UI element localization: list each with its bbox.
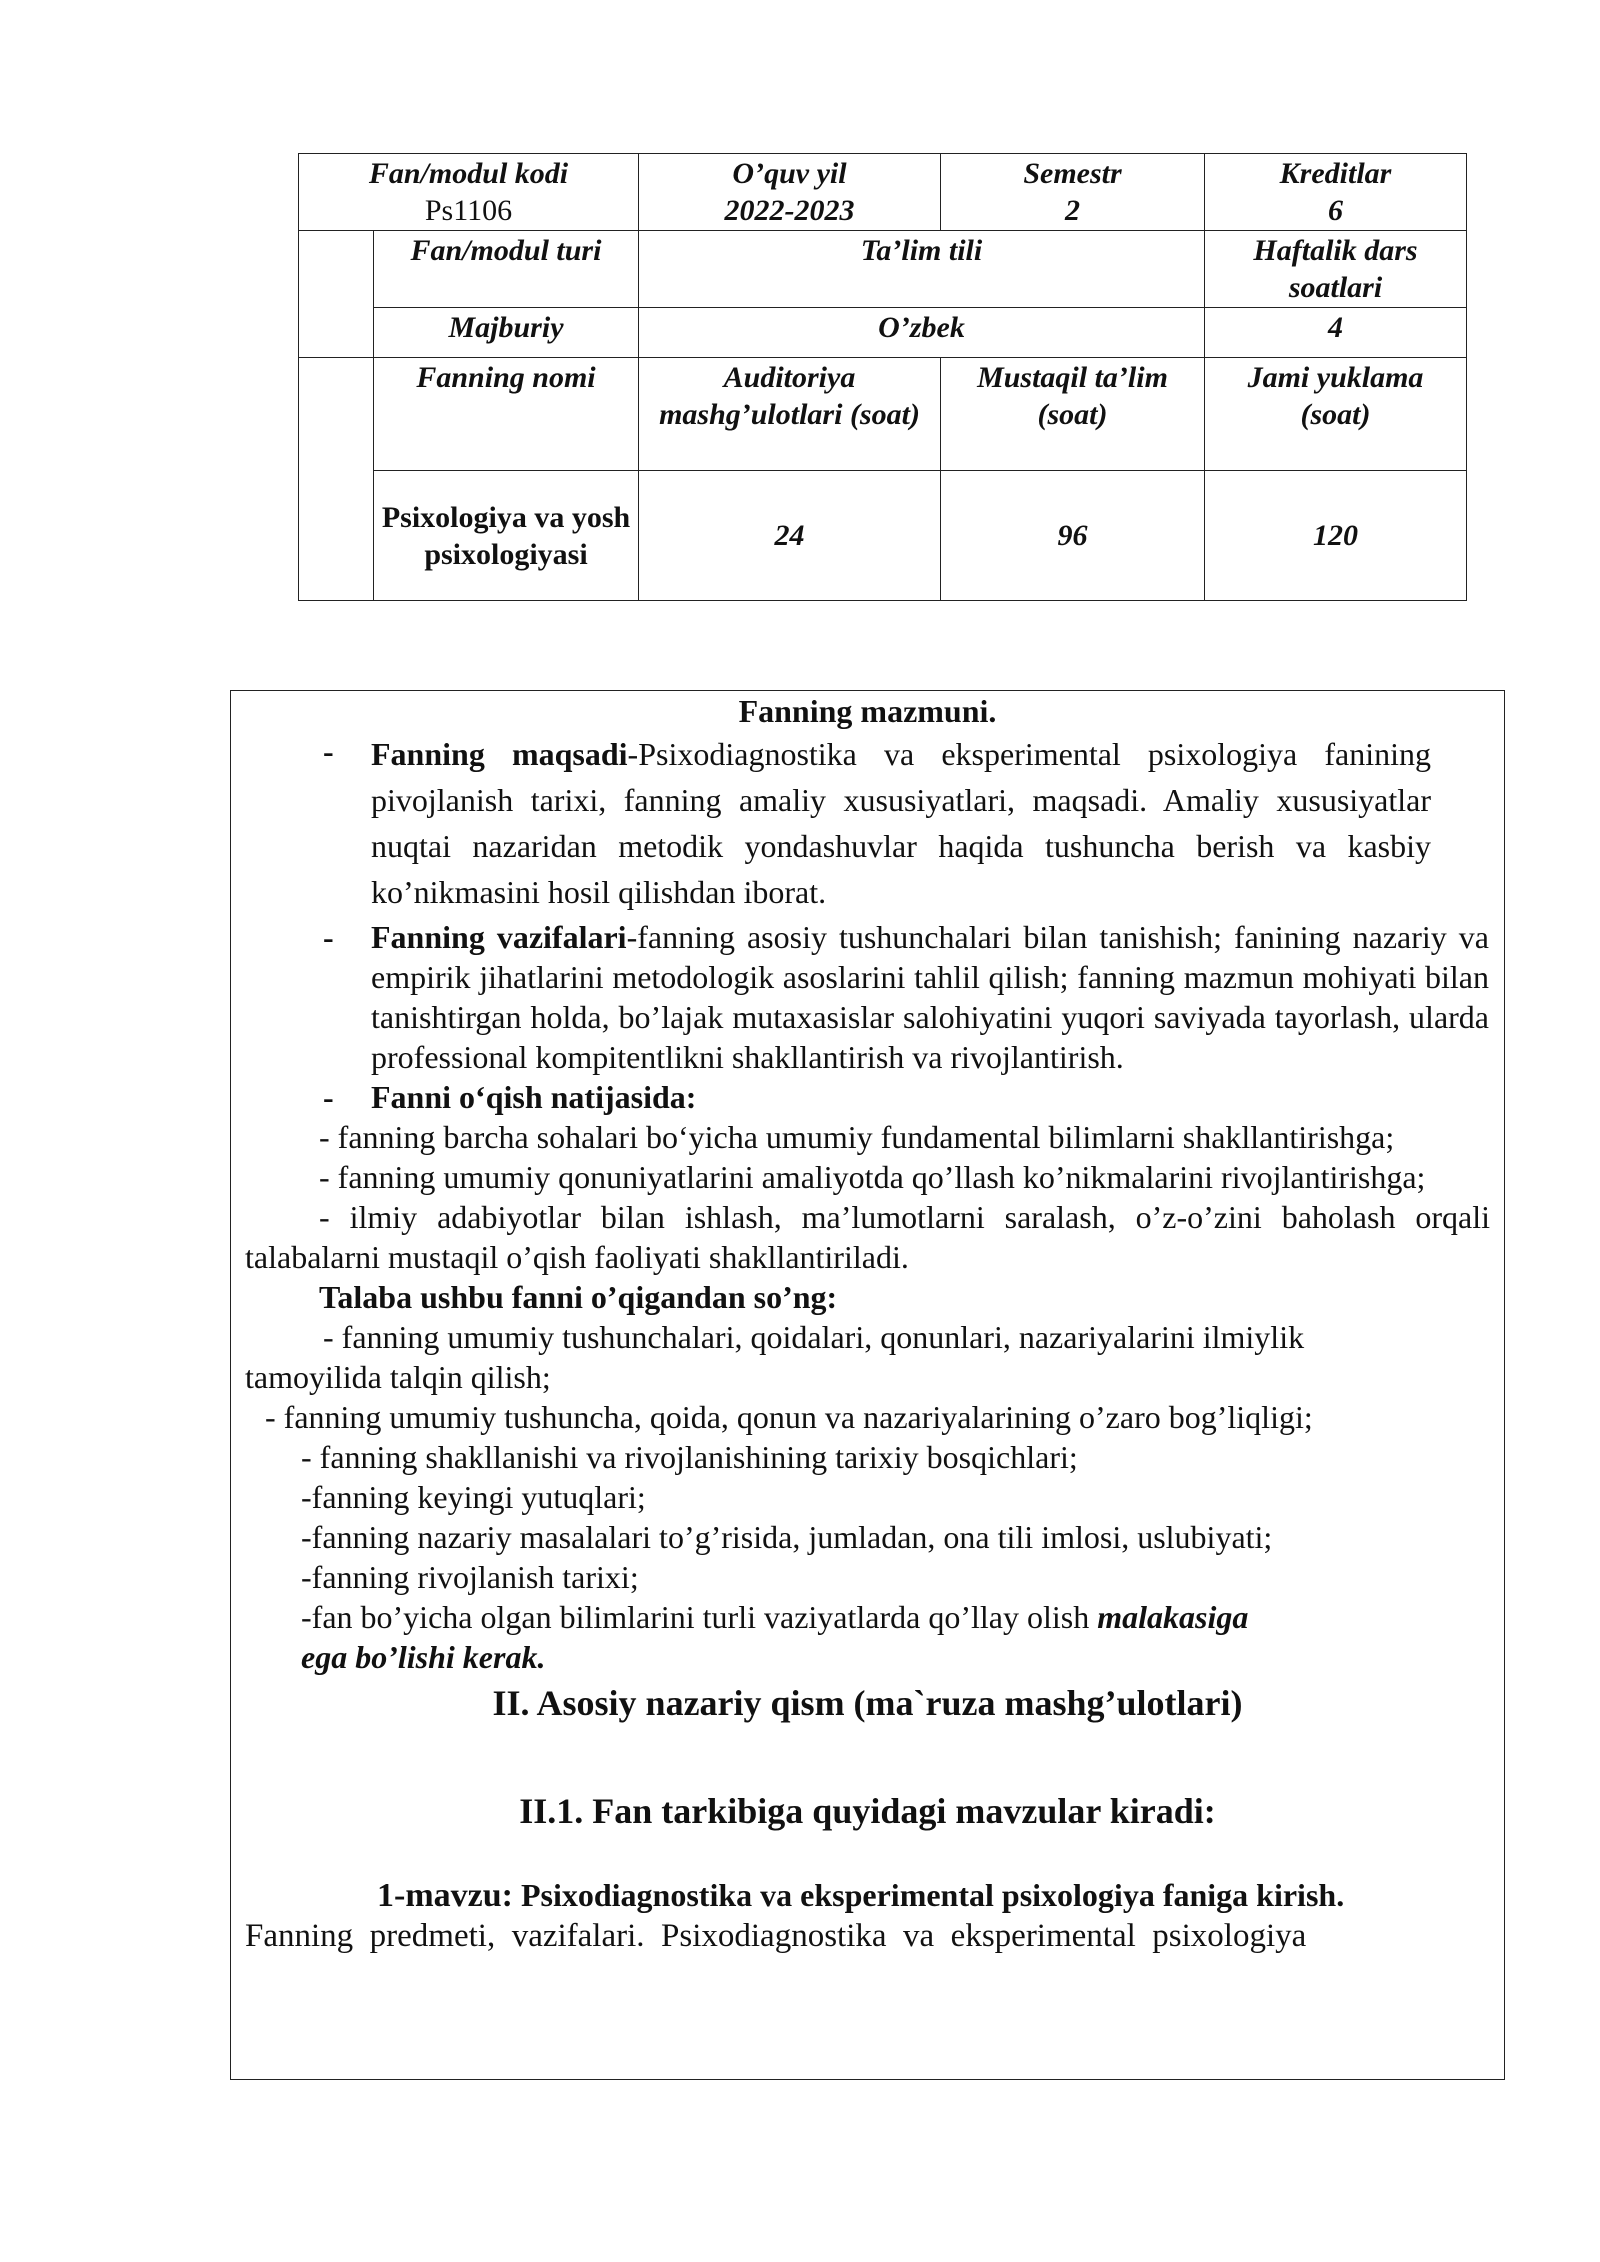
total-load-value: 120 <box>1205 471 1467 601</box>
tasks-text: -fanning asosiy tushunchalari bilan tanishish; fanining nazariy va empirik jihatlarini metodologik asoslarini tahlil qilish; fanning mazmun mohiyati bilan tanishtirgan holda, bo’lajak mutaxasislar salohiyatini yuqori saviyada tayorlash, ularda professional kompitentlikni shakllantirish va rivojlantirish. <box>371 919 1490 1075</box>
section-2-1-title: II.1. Fan tarkibiga quyidagi mavzular kiradi: <box>519 1791 1216 1831</box>
table-row <box>299 154 1467 231</box>
result-item-3: - ilmiy adabiyotlar bilan ishlash, ma’lumotlarni saralash, o’z-o’zini baholash orqali talabalarni mustaqil o’qish faoliyati shakllantiriladi. <box>245 1199 1490 1275</box>
table-row <box>299 358 1467 471</box>
after-item-7 <box>231 1597 1315 1677</box>
credits-cell <box>1205 154 1467 231</box>
topic-1-text: Fanning predmeti, vazifalari. Psixodiagnostika va eksperimental psixologiya <box>245 1918 1307 1954</box>
topic-1-heading <box>231 1875 1504 1916</box>
auditorium-hours-label: Auditoriya mashg’ulotlari (soat) <box>639 358 941 471</box>
module-type-label: Fan/modul turi <box>374 231 639 308</box>
total-load-label: Jami yuklama (soat) <box>1205 358 1467 471</box>
credits-label: Kreditlar <box>1279 157 1392 190</box>
weekly-hours-label: Haftalik dars soatlari <box>1205 231 1467 308</box>
weekly-hours-value: 4 <box>1205 308 1467 358</box>
after-item-3: - fanning shakllanishi va rivojlanishining tarixiy bosqichlari; <box>301 1439 1078 1475</box>
module-code-label: Fan/modul kodi <box>368 157 569 190</box>
module-type-value: Majburiy <box>374 308 639 358</box>
course-name-value: Psixologiya va yosh psixologiyasi <box>374 471 639 601</box>
course-info-table <box>298 153 1467 601</box>
after-study-heading: Talaba ushbu fanni o’qigandan so’ng: <box>319 1279 838 1315</box>
credits-value: 6 <box>1328 194 1343 227</box>
results-heading-row <box>231 1077 1504 1117</box>
topic-1-number: 1-mavzu: <box>377 1877 513 1914</box>
language-label: Ta’lim tili <box>639 231 1205 308</box>
module-code-cell <box>299 154 639 231</box>
list-dash: - <box>323 1079 334 1115</box>
after-item-7-emphasis: malakasiga ega bo’lishi kerak. <box>301 1599 1249 1675</box>
section-2-title: II. Asosiy nazariy qism (ma`ruza mashg’ulotlari) <box>492 1683 1243 1723</box>
after-item-1a: - fanning umumiy tushunchalari, qoidalari, qonunlari, nazariyalarini ilmiylik <box>323 1319 1305 1355</box>
goal-title: Fanning maqsadi <box>371 736 628 772</box>
study-year-label: O’quv yil <box>732 157 847 190</box>
study-year-cell <box>639 154 941 231</box>
after-item-5: -fanning nazariy masalalari to’g’risida, jumladan, ona tili imlosi, uslubiyati; <box>301 1519 1273 1555</box>
course-content-box <box>230 690 1505 2080</box>
after-item-1b: tamoyilida talqin qilish; <box>245 1359 551 1395</box>
results-heading: Fanni o‘qish natijasida: <box>371 1079 697 1115</box>
semester-label: Semestr <box>1023 157 1122 190</box>
self-study-hours-value: 96 <box>941 471 1205 601</box>
after-item-7-text: -fan bo’yicha olgan bilimlarini turli vaziyatlarda qo’llay olish <box>301 1599 1098 1635</box>
result-item-2: - fanning umumiy qonuniyatlarini amaliyotda qo’llash ko’nikmalarini rivojlantirishga; <box>319 1159 1426 1195</box>
semester-cell <box>941 154 1205 231</box>
goal-text: -Psixodiagnostika va eksperimental psixologiya fanining pivojlanish tarixi, fanning amaliy xususiyatlari, maqsadi. Amaliy xususiyatlar nuqtai nazaridan metodik yondashuvlar haqida tushuncha berish va kasbiy ko’nikmasini hosil qilishdan iborat. <box>371 736 1432 910</box>
blank-cell <box>299 231 374 358</box>
after-item-6: -fanning rivojlanish tarixi; <box>301 1559 639 1595</box>
course-tasks <box>231 917 1504 1077</box>
list-dash: - <box>323 733 334 769</box>
course-goal <box>231 731 1504 915</box>
blank-cell <box>299 358 374 601</box>
after-item-2: - fanning umumiy tushuncha, qoida, qonun va nazariyalarining o’zaro bog’liqligi; <box>265 1399 1313 1435</box>
after-item-4: -fanning keyingi yutuqlari; <box>301 1479 646 1515</box>
table-row <box>299 308 1467 358</box>
study-year-value: 2022-2023 <box>724 194 855 227</box>
content-heading: Fanning mazmuni. <box>738 693 997 729</box>
language-value: O’zbek <box>639 308 1205 358</box>
module-code-value: Ps1106 <box>424 194 513 227</box>
tasks-title: Fanning vazifalari <box>371 919 627 955</box>
list-dash: - <box>323 919 334 955</box>
table-row <box>299 231 1467 308</box>
semester-value: 2 <box>1065 194 1080 227</box>
self-study-hours-label: Mustaqil ta’lim (soat) <box>941 358 1205 471</box>
topic-1-title: Psixodiagnostika va eksperimental psixologiya faniga kirish. <box>512 1877 1345 1913</box>
course-name-label: Fanning nomi <box>374 358 639 471</box>
table-row <box>299 471 1467 601</box>
result-item-1: - fanning barcha sohalari bo‘yicha umumiy fundamental bilimlarni shakllantirishga; <box>319 1119 1395 1155</box>
auditorium-hours-value: 24 <box>639 471 941 601</box>
